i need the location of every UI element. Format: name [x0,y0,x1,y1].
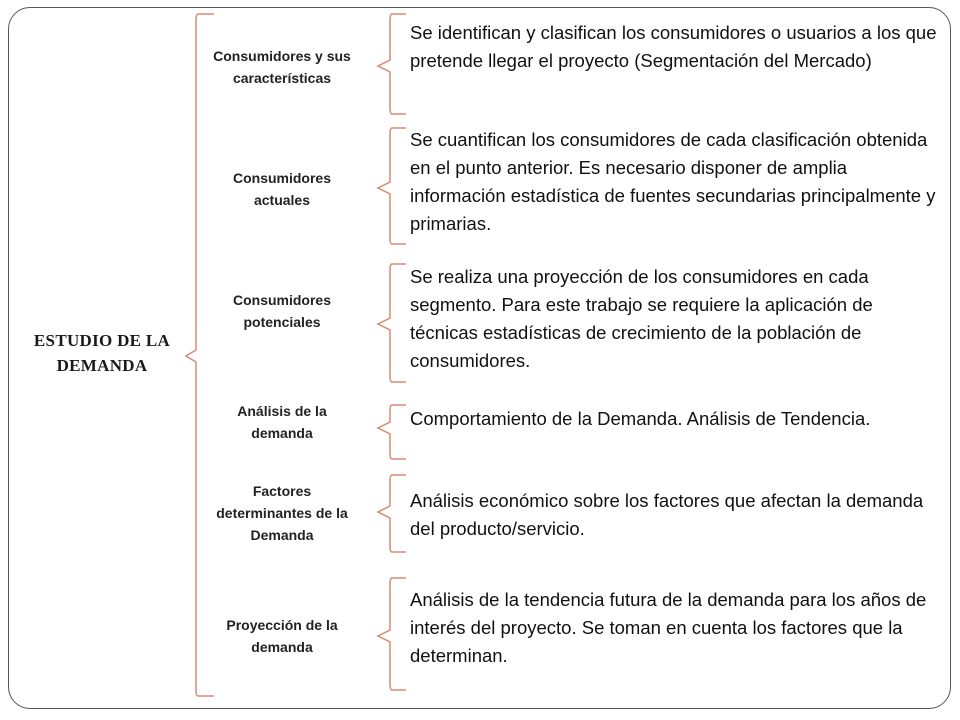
description-analisis-demanda: Comportamiento de la Demanda. Análisis de Tendencia. [410,408,871,429]
branch-bracket-2 [378,128,406,244]
main-bracket [186,14,214,696]
category-label-analisis-demanda: Análisis de la demanda [237,403,327,441]
category-label-consumidores-potenciales: Consumidores potenciales [232,292,331,330]
category-label-consumidores-caracteristicas: Consumidores y sus características [213,48,351,86]
description-consumidores-caracteristicas: Se identifican y clasifican los consumidores o usuarios a los que pretende llegar el proyecto (Segmentación del Mercado) [410,22,937,71]
description-consumidores-potenciales: Se realiza una proyección de los consumidores en cada segmento. Para este trabajo se requiere la aplicación de técnicas estadísticas de crecimiento de la población de consumidores. [410,266,873,371]
description-consumidores-actuales: Se cuantifican los consumidores de cada clasificación obtenida en el punto anterior. Es necesario disponer de amplia información estadística de fuentes secundarias principalmente y primarias. [410,129,936,234]
root-title: ESTUDIO DE LA DEMANDA [33,331,171,375]
category-label-proyeccion-demanda: Proyección de la demanda [226,617,338,655]
category-label-factores-determinantes: Factores determinantes de la Demanda [216,483,348,543]
description-proyeccion-demanda: Análisis de la tendencia futura de la demanda para los años de interés del proyecto. Se toman en cuenta los factores que la determinan. [410,589,927,666]
description-factores-determinantes: Análisis económico sobre los factores que afectan la demanda del producto/servicio. [410,490,924,539]
branch-bracket-3 [378,264,406,382]
branch-bracket-6 [378,578,406,690]
category-label-consumidores-actuales: Consumidores actuales [232,170,331,208]
branch-bracket-1 [378,14,406,114]
branch-bracket-4 [378,405,406,459]
branch-bracket-5 [378,475,406,552]
